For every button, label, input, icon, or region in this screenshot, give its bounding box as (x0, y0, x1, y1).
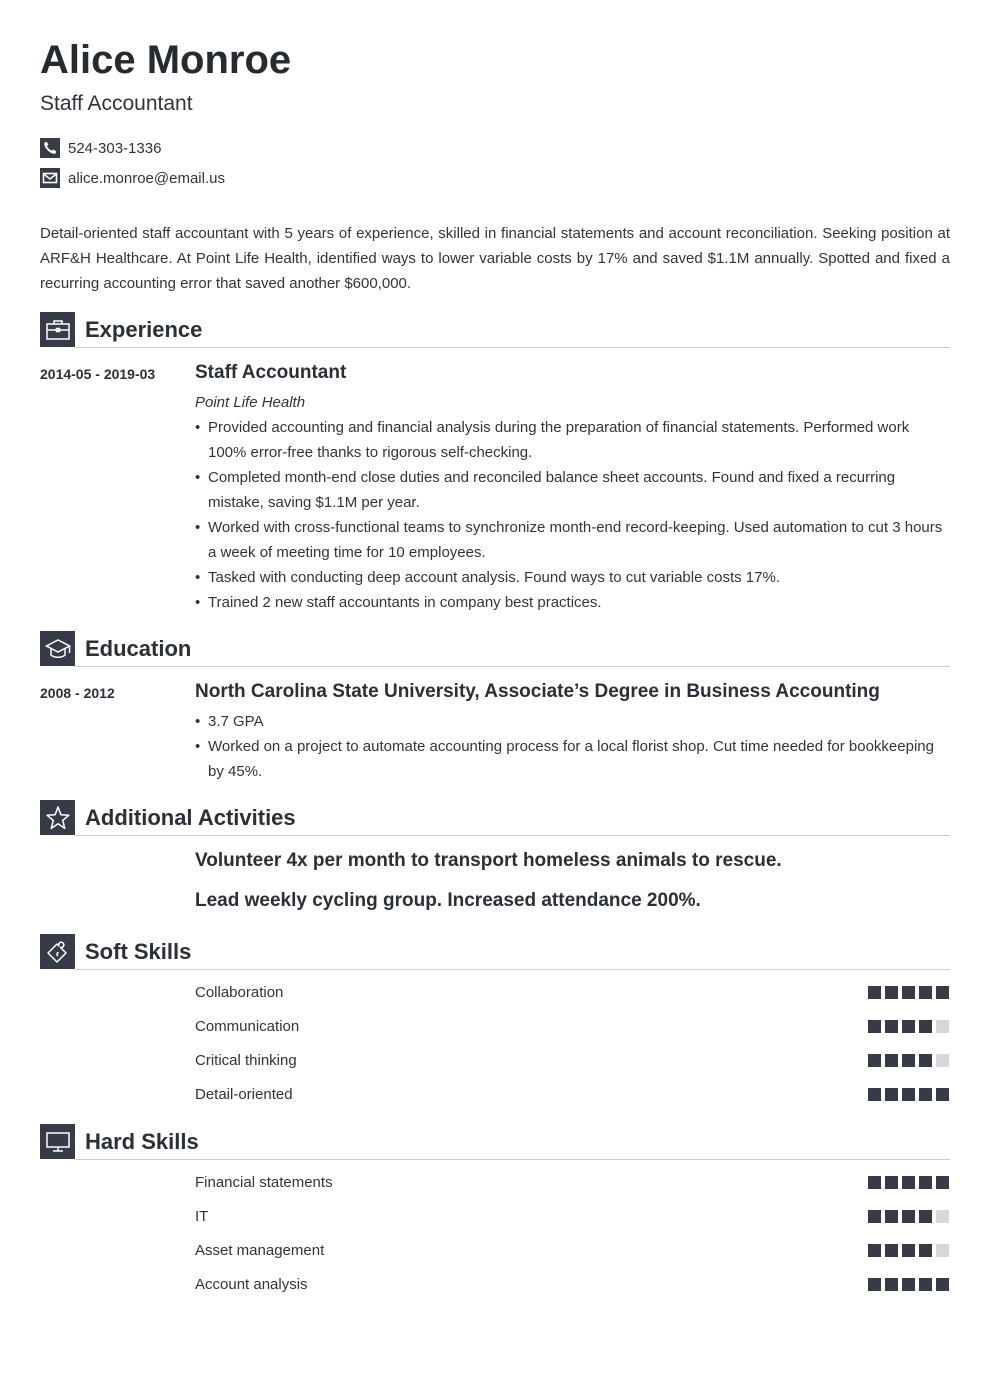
section-divider (75, 1159, 950, 1160)
skill-rating (868, 1244, 949, 1257)
candidate-name: Alice Monroe (40, 38, 292, 82)
section-title: Hard Skills (85, 1129, 199, 1154)
rating-square-filled (919, 986, 932, 999)
rating-square-filled (936, 986, 949, 999)
rating-square-empty (936, 1020, 949, 1033)
section-divider (75, 666, 950, 667)
hard-skills-section-header (40, 1124, 950, 1160)
list-item: • Completed month-end close duties and reconciled balance sheet accounts. Found and fixed a recurring mistake, saving $1.1M per year. (195, 465, 950, 515)
rating-square-filled (936, 1176, 949, 1189)
skill-rating (868, 1176, 949, 1189)
company-name: Point Life Health (195, 394, 306, 411)
profile-summary: Detail-oriented staff accountant with 5 years of experience, skilled in financial statements and account reconciliation. Seeking position at ARF&H Healthcare. At Point Life Health, identified ways to lower variable costs by 17% and saved $1.1M annually. Spotted and fixed a recurring accounting error that saved another $600,000. (40, 225, 950, 292)
list-item: • Provided accounting and financial analysis during the preparation of financial statements. Performed work 100% error-free thanks to rigorous self-checking. (195, 415, 950, 465)
skill-name: Account analysis (195, 1276, 308, 1293)
rating-square-filled (902, 1088, 915, 1101)
rating-square-filled (868, 1210, 881, 1223)
skill-name: Collaboration (195, 984, 284, 1001)
section-divider (75, 835, 950, 836)
skill-name: Asset management (195, 1242, 325, 1259)
contact-phone (40, 138, 161, 158)
monitor-icon (40, 1124, 75, 1159)
rating-square-filled (885, 1244, 898, 1257)
list-item: • 3.7 GPA (195, 709, 950, 734)
rating-square-filled (885, 1054, 898, 1067)
skill-name: Communication (195, 1018, 300, 1035)
envelope-icon (40, 168, 60, 188)
rating-square-filled (919, 1278, 932, 1291)
rating-square-filled (902, 1210, 915, 1223)
list-item: • Worked on a project to automate accounting process for a local florist shop. Cut time needed for bookkeeping by 45%. (195, 734, 950, 784)
rating-square-filled (902, 1020, 915, 1033)
rating-square-filled (868, 1088, 881, 1101)
skill-row (195, 1085, 950, 1105)
skill-name: Financial statements (195, 1174, 333, 1191)
rating-square-filled (919, 1020, 932, 1033)
candidate-title: Staff Accountant (40, 92, 193, 115)
activities-section-header (40, 800, 950, 836)
rating-square-filled (919, 1088, 932, 1101)
skill-rating (868, 1278, 949, 1291)
section-title: Experience (85, 317, 203, 342)
rating-square-filled (919, 1054, 932, 1067)
list-item: • Worked with cross-functional teams to synchronize month-end record-keeping. Used automation to cut 3 hours a week of meeting time for 10 employees. (195, 515, 950, 565)
job-bullet-list (195, 415, 950, 615)
job-dates: 2014-05 - 2019-03 (40, 366, 156, 382)
contact-email (40, 168, 225, 188)
skill-name: Detail-oriented (195, 1086, 293, 1103)
degree-title: North Carolina State University, Associate’s Degree in Business Accounting (195, 681, 880, 702)
rating-square-filled (868, 1020, 881, 1033)
rating-square-filled (902, 1054, 915, 1067)
rating-square-filled (885, 986, 898, 999)
rating-square-filled (885, 1088, 898, 1101)
skill-row (195, 983, 950, 1003)
rating-square-filled (936, 1278, 949, 1291)
graduation-cap-icon (40, 631, 75, 666)
skill-rating (868, 1210, 949, 1223)
skill-row (195, 1275, 950, 1295)
skill-row (195, 1051, 950, 1071)
soft-skills-section-header (40, 934, 950, 970)
section-divider (75, 347, 950, 348)
skill-rating (868, 1054, 949, 1067)
rating-square-filled (902, 1278, 915, 1291)
experience-section-header (40, 312, 950, 348)
puzzle-icon (40, 934, 75, 969)
rating-square-empty (936, 1210, 949, 1223)
rating-square-filled (885, 1176, 898, 1189)
rating-square-filled (868, 986, 881, 999)
rating-square-filled (885, 1278, 898, 1291)
skill-rating (868, 986, 949, 999)
activity-item: Volunteer 4x per month to transport homeless animals to rescue. (195, 850, 782, 871)
rating-square-filled (885, 1210, 898, 1223)
rating-square-filled (902, 1244, 915, 1257)
rating-square-filled (902, 986, 915, 999)
job-title: Staff Accountant (195, 362, 347, 383)
rating-square-filled (868, 1278, 881, 1291)
section-title: Additional Activities (85, 805, 296, 830)
star-icon (40, 800, 75, 835)
skill-rating (868, 1020, 949, 1033)
rating-square-filled (919, 1210, 932, 1223)
phone-icon (40, 138, 60, 158)
skill-name: IT (195, 1208, 209, 1225)
rating-square-filled (919, 1244, 932, 1257)
skill-row (195, 1017, 950, 1037)
education-bullet-list (195, 709, 950, 784)
rating-square-filled (868, 1176, 881, 1189)
phone-number[interactable]: 524-303-1336 (68, 139, 162, 157)
rating-square-filled (936, 1088, 949, 1101)
skill-row (195, 1173, 950, 1193)
education-section-header (40, 631, 950, 667)
skill-row (195, 1241, 950, 1261)
activity-item: Lead weekly cycling group. Increased attendance 200%. (195, 890, 701, 911)
rating-square-filled (885, 1020, 898, 1033)
skill-name: Critical thinking (195, 1052, 297, 1069)
briefcase-icon (40, 312, 75, 347)
section-divider (75, 969, 950, 970)
rating-square-filled (868, 1244, 881, 1257)
list-item: • Trained 2 new staff accountants in company best practices. (195, 590, 950, 615)
section-title: Education (85, 636, 192, 661)
education-dates: 2008 - 2012 (40, 685, 115, 701)
section-title: Soft Skills (85, 939, 192, 964)
skill-rating (868, 1088, 949, 1101)
rating-square-filled (919, 1176, 932, 1189)
list-item: • Tasked with conducting deep account analysis. Found ways to cut variable costs 17%. (195, 565, 950, 590)
email-address[interactable]: alice.monroe@email.us (68, 169, 225, 187)
rating-square-filled (868, 1054, 881, 1067)
rating-square-empty (936, 1054, 949, 1067)
rating-square-filled (902, 1176, 915, 1189)
skill-row (195, 1207, 950, 1227)
rating-square-empty (936, 1244, 949, 1257)
